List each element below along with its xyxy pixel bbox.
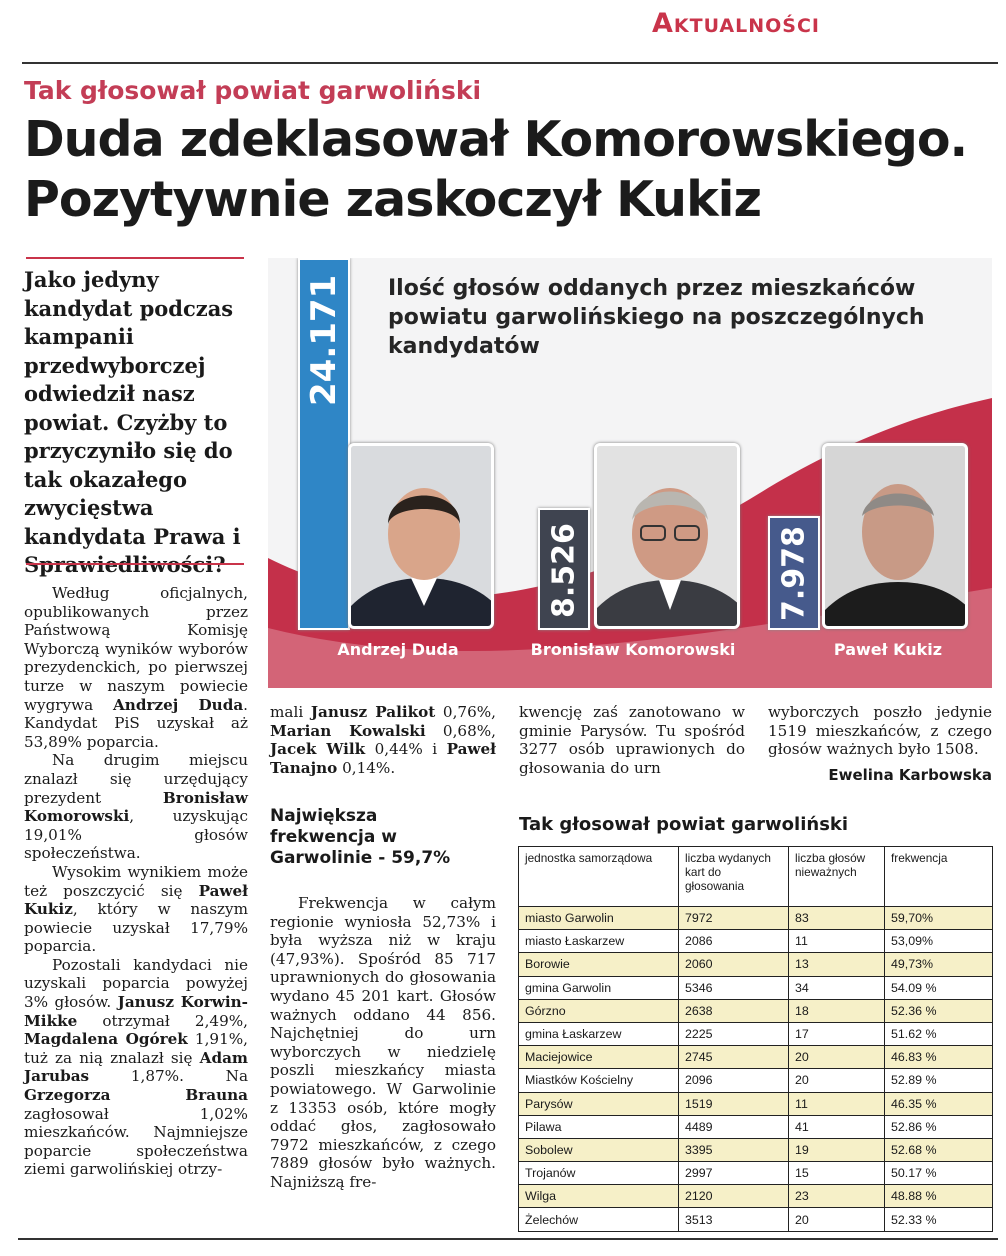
- table-cell: 2086: [679, 930, 789, 953]
- table-row: [519, 1208, 993, 1231]
- photo-kukiz: [822, 443, 968, 629]
- table-cell: 34: [789, 976, 885, 999]
- author-signature: Ewelina Karbowska: [828, 766, 992, 784]
- article-column-4: [768, 703, 992, 759]
- paragraph-col1-1: Na drugim miejscu znalazł się urzędujący prezydent Bronisław Komorowski, uzyskując 19,01% głosów społeczeństwa.: [24, 751, 248, 863]
- photo-komorowski: [594, 443, 740, 629]
- table-row: [519, 999, 993, 1022]
- table-row: [519, 1115, 993, 1138]
- infographic-title: Ilość głosów oddanych przez mieszkańców powiatu garwolińskiego na poszczególnych kandydatów: [388, 276, 925, 359]
- paragraph-col1-0: Według oficjalnych, opublikowanych przez Państwową Komisję Wyborczą wyników wyborów prezydenckich, po pierwszej turze w naszym powiecie wygrywa Andrzej Duda. Kandydat PiS uzyskał aż 53,89% poparcia.: [24, 584, 248, 751]
- table-cell: miasto Łaskarzew: [519, 930, 679, 953]
- table-row: [519, 1069, 993, 1092]
- table-title: Tak głosował powiat garwoliński: [519, 814, 849, 835]
- table-cell: 2060: [679, 953, 789, 976]
- col2a-bold-1: Janusz Palikot: [310, 703, 436, 721]
- header-cards: liczba wydanych kart do głosowania: [679, 847, 789, 907]
- table-cell: Maciejowice: [519, 1046, 679, 1069]
- table-cell: 54.09 %: [885, 976, 993, 999]
- header-unit: jednostka samorządowa: [519, 847, 679, 907]
- subhead-frekwencja: Największa frekwencja w Garwolinie - 59,7%: [270, 806, 451, 868]
- bar-komorowski: [538, 508, 590, 630]
- bar-komorowski-value: 8.526: [546, 523, 582, 619]
- table-cell: 2120: [679, 1185, 789, 1208]
- table-row: [519, 1022, 993, 1045]
- table-cell: 3513: [679, 1208, 789, 1231]
- col1-p3-bold-7: Grzegorza Brauna: [24, 1086, 248, 1105]
- table-cell: 20: [789, 1046, 885, 1069]
- table-cell: Sobolew: [519, 1138, 679, 1161]
- table-cell: 18: [789, 999, 885, 1022]
- table-cell: gmina Łaskarzew: [519, 1022, 679, 1045]
- table-cell: Borowie: [519, 953, 679, 976]
- name-duda: Andrzej Duda: [337, 640, 459, 659]
- paragraph-end: wyborczych poszło jedynie 1519 mieszkańców, z czego głosów ważnych było 1508.: [768, 703, 992, 759]
- table-row: [519, 907, 993, 930]
- paragraph-col1-3: Pozostali kandydaci nie uzyskali poparcia powyżej 3% głosów. Janusz Korwin-Mikke otrzymał 2,49%, Magdalena Ogórek 1,91%, tuż za nią znalazł się Adam Jarubas 1,87%. Na Grzegorza Brauna zagłosował 1,02% mieszkańców. Najmniejsze poparcie społeczeństwa ziemi garwolińskiej otrzy-: [24, 955, 248, 1179]
- col2a-bold-3: Marian Kowalski: [270, 721, 426, 740]
- table-row: [519, 1138, 993, 1161]
- table-header-row: [519, 847, 993, 907]
- table-cell: 2997: [679, 1162, 789, 1185]
- table-cell: Trojanów: [519, 1162, 679, 1185]
- article-column-3: [519, 703, 745, 777]
- bar-duda: [298, 258, 350, 630]
- table-cell: Górzno: [519, 999, 679, 1022]
- table-cell: 19: [789, 1138, 885, 1161]
- table-cell: 2745: [679, 1046, 789, 1069]
- table-cell: 46.83 %: [885, 1046, 993, 1069]
- table-cell: Miastków Kościelny: [519, 1069, 679, 1092]
- paragraph-other-candidates: mali Janusz Palikot 0,76%, Marian Kowalski 0,68%, Jacek Wilk 0,44% i Paweł Tanajno 0,14%.: [270, 703, 497, 777]
- table-cell: 3395: [679, 1138, 789, 1161]
- table-cell: 48.88 %: [885, 1185, 993, 1208]
- table-cell: Wilga: [519, 1185, 679, 1208]
- col1-p0-bold-1: Andrzej Duda: [113, 695, 244, 714]
- table-cell: 1519: [679, 1092, 789, 1115]
- col1-p3-bold-5: Adam Jarubas: [24, 1048, 248, 1086]
- top-rule: [22, 62, 998, 64]
- table-row: [519, 1092, 993, 1115]
- table-row: [519, 1046, 993, 1069]
- paragraph-frekwencja: Frekwencja w całym regionie wyniosła 52,73% i była wyższa niż w kraju (47,93%). Spośród 85 717 uprawnionych do głosowania wydano 45 201 kart. Głosów ważnych oddano 44 856. Najchętniej do urn wyborczych w niedzielę poszli mieszkańcy miasta powiatowego. W Garwolinie z 13353 osób, które mogły oddać głos, zagłosowało 7972 mieszkańców, z czego 7889 głosów było ważnych. Najniższą fre-: [270, 894, 496, 1191]
- table-cell: 20: [789, 1069, 885, 1092]
- bottom-rule: [18, 1238, 998, 1240]
- table-cell: gmina Garwolin: [519, 976, 679, 999]
- col2a-bold-5: Jacek Wilk: [270, 740, 366, 759]
- table-cell: 2096: [679, 1069, 789, 1092]
- table-cell: 83: [789, 907, 885, 930]
- col1-p3-bold-1: Janusz Korwin-Mikke: [24, 993, 248, 1030]
- paragraph-parysow: kwencję zaś zanotowano w gminie Parysów. Tu spośród 3277 osób uprawionych do głosowania do urn: [519, 703, 745, 777]
- name-kukiz: Paweł Kukiz: [833, 640, 943, 659]
- table-cell: Parysów: [519, 1092, 679, 1115]
- lead-rule-top: [26, 257, 244, 259]
- table-cell: 15: [789, 1162, 885, 1185]
- table-cell: 49,73%: [885, 953, 993, 976]
- table-cell: 11: [789, 1092, 885, 1115]
- photo-duda: [348, 443, 494, 629]
- col2a-bold-7: Paweł Tanajno: [270, 740, 496, 777]
- table-cell: 51.62 %: [885, 1022, 993, 1045]
- table-cell: 13: [789, 953, 885, 976]
- table-cell: 2225: [679, 1022, 789, 1045]
- table-cell: 52.36 %: [885, 999, 993, 1022]
- table-cell: 2638: [679, 999, 789, 1022]
- article-column-1: [24, 584, 248, 1179]
- headline: [24, 110, 999, 230]
- table-row: [519, 930, 993, 953]
- article-column-2a: [270, 703, 496, 777]
- table-row: [519, 1162, 993, 1185]
- table-row: [519, 1185, 993, 1208]
- table-cell: 52.89 %: [885, 1069, 993, 1092]
- headline-line-1: Duda zdeklasował Komorowskiego.: [24, 111, 968, 168]
- portrait-kukiz-icon: [825, 446, 968, 629]
- col1-p3-bold-3: Magdalena Ogórek: [24, 1030, 188, 1049]
- table-cell: 11: [789, 930, 885, 953]
- section-label: Aktualności: [652, 8, 820, 39]
- table-cell: 17: [789, 1022, 885, 1045]
- table-cell: 52.68 %: [885, 1138, 993, 1161]
- table-cell: miasto Garwolin: [519, 907, 679, 930]
- header-invalid: liczba głosów nieważnych: [789, 847, 885, 907]
- table-cell: 46.35 %: [885, 1092, 993, 1115]
- table-cell: 52.33 %: [885, 1208, 993, 1231]
- table-row: [519, 953, 993, 976]
- table-cell: 4489: [679, 1115, 789, 1138]
- infographic: [268, 258, 992, 688]
- table-cell: Żelechów: [519, 1208, 679, 1231]
- article-column-2b: [270, 894, 496, 1192]
- portrait-komorowski-icon: [597, 446, 740, 629]
- lead: Jako jedyny kandydat podczas kampanii przedwyborczej odwiedził nasz powiat. Czyżby to przyczyniło się do tak okazałego zwycięstwa kandydata Prawa i Sprawiedliwości?: [24, 267, 241, 577]
- bar-duda-value: 24.171: [304, 274, 344, 406]
- table-cell: 5346: [679, 976, 789, 999]
- table-cell: 59,70%: [885, 907, 993, 930]
- col1-p1-bold-1: Bronisław Komorowski: [24, 788, 248, 826]
- table-cell: 53,09%: [885, 930, 993, 953]
- kicker: Tak głosował powiat garwoliński: [24, 76, 482, 105]
- name-komorowski: Bronisław Komorowski: [530, 640, 736, 659]
- table-cell: 23: [789, 1185, 885, 1208]
- table-row: [519, 976, 993, 999]
- table-cell: 52.86 %: [885, 1115, 993, 1138]
- lead-rule-bottom: [26, 563, 244, 565]
- table-cell: 41: [789, 1115, 885, 1138]
- paragraph-col1-2: Wysokim wynikiem może też poszczycić się Paweł Kukiz, który w naszym powiecie uzyskał 17,79% poparcia.: [24, 862, 248, 956]
- table-cell: 7972: [679, 907, 789, 930]
- results-table: [518, 846, 993, 1232]
- table-cell: 50.17 %: [885, 1162, 993, 1185]
- table-cell: Pilawa: [519, 1115, 679, 1138]
- bar-kukiz-value: 7.978: [776, 526, 812, 622]
- header-turnout: frekwencja: [885, 847, 993, 907]
- bar-kukiz: [768, 516, 820, 630]
- portrait-duda-icon: [351, 446, 494, 629]
- table-cell: 20: [789, 1208, 885, 1231]
- col1-p2-bold-1: Paweł Kukiz: [24, 881, 248, 919]
- headline-line-2: Pozytywnie zaskoczył Kukiz: [24, 171, 761, 228]
